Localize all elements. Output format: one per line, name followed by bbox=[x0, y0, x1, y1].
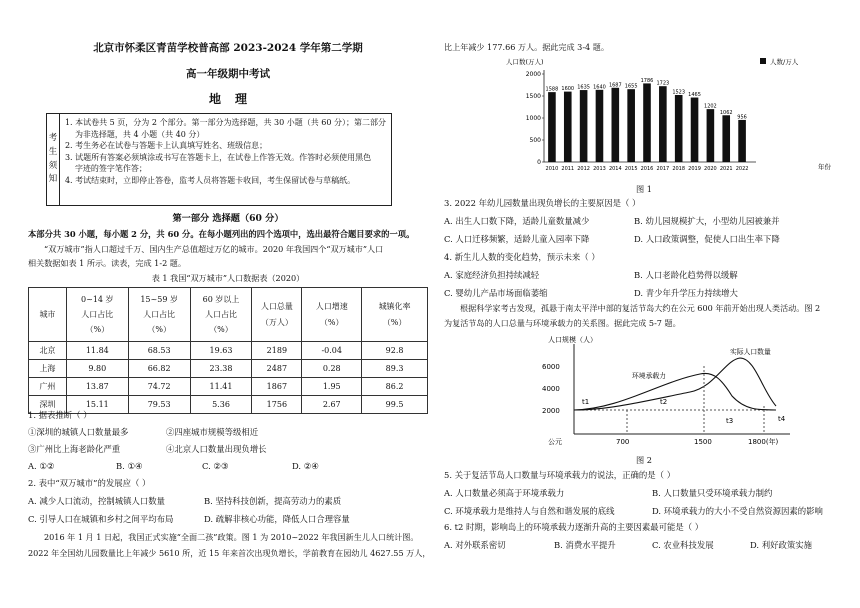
table-cell: 1756 bbox=[252, 396, 302, 414]
table-cell: 2487 bbox=[252, 360, 302, 378]
table-cell: 13.87 bbox=[66, 378, 128, 396]
question-1-option-d[interactable]: D. ②④ bbox=[292, 461, 319, 471]
bar-value-label: 1723 bbox=[656, 80, 670, 87]
table1-caption: 表 1 我国“双万城市”人口数据表（2020） bbox=[151, 273, 305, 283]
bar-2013 bbox=[596, 90, 604, 162]
fig2-label-actual: 实际人口数量 bbox=[730, 348, 771, 356]
question-6-stem: 6. t2 时期，影响岛上的环境承载力逐渐升高的主要因素最可能是（ ） bbox=[444, 522, 704, 532]
x-tick-label: 2014 bbox=[608, 166, 622, 172]
question-2-option-b[interactable]: B. 坚持科技创新，提高劳动力的素质 bbox=[204, 496, 342, 506]
table-cell: -0.04 bbox=[302, 342, 362, 360]
table-cell: 99.5 bbox=[362, 396, 428, 414]
fig2-label-t3: t3 bbox=[726, 417, 734, 425]
table-cell: 2.67 bbox=[302, 396, 362, 414]
table-cell: 上海 bbox=[29, 360, 67, 378]
bar-2011 bbox=[564, 92, 572, 162]
question-2-option-a[interactable]: A. 减少人口流动，控制城镇人口数量 bbox=[28, 496, 165, 506]
fig2-x-tick: 1800(年) bbox=[748, 438, 779, 446]
question-6-option-d[interactable]: D. 利好政策实施 bbox=[750, 540, 812, 550]
fig2-x-tick: 1500 bbox=[694, 438, 712, 446]
question-3-stem: 3. 2022 年幼儿园数量出现负增长的主要原因是（ ） bbox=[444, 198, 641, 208]
header-age0-14: 0~14 岁 人口占比 （%） bbox=[81, 294, 114, 335]
figure-1-caption: 图 1 bbox=[636, 184, 652, 194]
passage2-line: 比上年减少 177.66 万人。据此完成 3-4 题。 bbox=[444, 42, 609, 52]
bar-2021 bbox=[722, 115, 730, 162]
table-header-row bbox=[29, 288, 428, 342]
table-cell: 5.36 bbox=[190, 396, 252, 414]
table-header-cell bbox=[66, 288, 128, 342]
x-tick-label: 2017 bbox=[656, 166, 670, 172]
y-tick-label: 1000 bbox=[525, 115, 541, 122]
bar-2015 bbox=[627, 89, 635, 162]
question-2-option-d[interactable]: D. 疏解非核心功能，降低人口合理容量 bbox=[204, 514, 350, 524]
x-tick-label: 2021 bbox=[719, 166, 733, 172]
question-1-option-c[interactable]: C. ②③ bbox=[202, 461, 229, 471]
exam-title: 北京市怀柔区青苗学校普高部 2023-2024 学年第二学期 bbox=[93, 42, 363, 54]
bar-value-label: 1655 bbox=[624, 83, 638, 90]
part1-instruction: 本部分共 30 小题，每小题 2 分，共 60 分。在每小题列出的四个选项中，选出最符合题目要求的一项。 bbox=[28, 229, 415, 239]
passage3-line: 根据科学家考古发现，孤悬于南太平洋中部的复活节岛大约在公元 600 年前开始出现人类活动。图 2 bbox=[460, 303, 821, 313]
notice-item: 为非选择题，共 4 小题（共 40 分） bbox=[74, 129, 205, 139]
question-5-stem: 5. 关于复活节岛人口数量与环境承载力的说法，正确的是（ ） bbox=[444, 470, 676, 480]
fig2-y-tick: 4000 bbox=[542, 385, 560, 393]
fig2-y-tick: 6000 bbox=[542, 363, 560, 371]
table-row bbox=[29, 378, 428, 396]
question-4-option-c[interactable]: C. 婴幼儿产品市场面临萎缩 bbox=[444, 288, 548, 298]
x-tick-label: 2016 bbox=[640, 166, 654, 172]
passage3-line: 为复活节岛的人口总量与环境承载力的关系图。据此完成 5-7 题。 bbox=[444, 318, 681, 328]
question-2-options-row bbox=[28, 495, 428, 508]
table-cell: 9.80 bbox=[66, 360, 128, 378]
question-5-options-row bbox=[444, 487, 844, 500]
bar-value-label: 1687 bbox=[608, 82, 622, 89]
bar-2019 bbox=[691, 98, 699, 162]
header-total: 人口总量 （万人） bbox=[260, 302, 293, 327]
notice-label bbox=[47, 114, 60, 205]
table-cell: 广州 bbox=[29, 378, 67, 396]
question-3-option-a[interactable]: A. 出生人口数下降，适龄儿童数量减少 bbox=[444, 216, 590, 226]
table-cell: 79.53 bbox=[128, 396, 190, 414]
population-table bbox=[28, 287, 428, 414]
table-cell: 11.84 bbox=[66, 342, 128, 360]
bar-2018 bbox=[675, 95, 683, 162]
fig2-actual-population-curve bbox=[574, 358, 776, 410]
fig2-y-tick: 2000 bbox=[542, 407, 560, 415]
question-1-options-row bbox=[28, 460, 428, 473]
question-6-options-row bbox=[444, 539, 844, 552]
bar-2012 bbox=[580, 90, 588, 162]
header-city: 城市 bbox=[39, 309, 56, 319]
table-cell: 66.82 bbox=[128, 360, 190, 378]
table-header-cell bbox=[29, 288, 67, 342]
table-cell: 89.3 bbox=[362, 360, 428, 378]
table-cell: 1.95 bbox=[302, 378, 362, 396]
question-4-option-b[interactable]: B. 人口老龄化趋势得以缓解 bbox=[634, 270, 738, 280]
x-tick-label: 2013 bbox=[593, 166, 606, 172]
legend-swatch bbox=[760, 58, 766, 64]
question-5-option-a[interactable]: A. 人口数量必须高于环境承载力 bbox=[444, 488, 565, 498]
question-3-option-b[interactable]: B. 幼儿园规模扩大，小型幼儿园被兼并 bbox=[634, 216, 780, 226]
question-4-option-a[interactable]: A. 家庭经济负担持续减轻 bbox=[444, 270, 540, 280]
fig2-label-t1: t1 bbox=[582, 398, 590, 406]
fig2-capacity-curve bbox=[574, 373, 776, 410]
table-header-cell bbox=[128, 288, 190, 342]
births-bar-chart bbox=[504, 56, 840, 192]
table-row bbox=[29, 360, 428, 378]
bar-2017 bbox=[659, 86, 667, 162]
table-cell: 19.63 bbox=[190, 342, 252, 360]
question-6-option-a[interactable]: A. 对外联系密切 bbox=[444, 540, 506, 550]
question-1-statement: ③广州比上海老龄化严重 bbox=[28, 444, 121, 454]
exam-subject: 地理 bbox=[208, 92, 261, 106]
notice-label-char: 生 bbox=[48, 146, 58, 157]
x-axis-ticks bbox=[546, 166, 749, 172]
y-tick-label: 1500 bbox=[525, 93, 541, 100]
question-4-stem: 4. 新生儿人数的变化趋势，预示未来（ ） bbox=[444, 252, 600, 262]
bar-2016 bbox=[643, 83, 651, 162]
header-urban: 城镇化率 （%） bbox=[378, 302, 411, 327]
x-tick-label: 2022 bbox=[735, 166, 749, 172]
bar-value-label: 1600 bbox=[561, 86, 575, 93]
question-3-options-row bbox=[444, 233, 844, 246]
notice-item: 3. 试题所有答案必须填涂或书写在答题卡上，在试卷上作答无效。作答时必须使用黑色 bbox=[64, 152, 372, 162]
question-5-option-d[interactable]: D. 环境承载力的大小不受自然资源因素的影响 bbox=[652, 506, 823, 516]
bar-value-label: 1588 bbox=[545, 86, 559, 93]
question-1-statements-row bbox=[28, 443, 428, 456]
question-3-options-row bbox=[444, 215, 844, 228]
bar-value-label: 1062 bbox=[719, 109, 733, 116]
population-capacity-chart bbox=[500, 330, 796, 454]
y-tick-label: 500 bbox=[529, 137, 541, 144]
question-1-statement: ①深圳的城镇人口数量最多 bbox=[28, 427, 129, 437]
question-1-statement: ④北京人口数量出现负增长 bbox=[166, 444, 267, 454]
bar-value-label: 956 bbox=[737, 114, 747, 121]
chart-y-axis-title: 人口数(万人) bbox=[506, 58, 544, 66]
x-tick-label: 2010 bbox=[545, 166, 559, 172]
x-tick-label: 2012 bbox=[577, 166, 590, 172]
notice-item: 4. 考试结束时，立即停止答卷，监考人员将答题卡收回，考生保留试卷与草稿纸。 bbox=[64, 175, 356, 185]
question-6-option-c[interactable]: C. 农业科技发展 bbox=[652, 540, 714, 550]
bar-value-label: 1465 bbox=[688, 92, 701, 99]
question-3-option-d[interactable]: D. 人口政策调整，促使人口出生率下降 bbox=[634, 234, 780, 244]
table-cell: 深圳 bbox=[29, 396, 67, 414]
passage1-line: 相关数据如表 1 所示。读表，完成 1-2 题。 bbox=[28, 258, 186, 268]
fig2-label-capacity: 环境承载力 bbox=[632, 372, 666, 380]
question-2-options-row bbox=[28, 513, 428, 526]
table-header-cell bbox=[252, 288, 302, 342]
table-cell: 68.53 bbox=[128, 342, 190, 360]
y-axis-ticks bbox=[526, 70, 756, 166]
table-cell: 92.8 bbox=[362, 342, 428, 360]
question-1-stem: 1. 据表推断（ ） bbox=[28, 410, 92, 420]
bar-value-label: 1635 bbox=[577, 84, 590, 91]
table-header-cell bbox=[362, 288, 428, 342]
bar-value-label: 1523 bbox=[672, 89, 686, 96]
notice-item: 1. 本试卷共 5 页，分为 2 个部分。第一部分为选择题，共 30 小题（共 60 分）；第二部分 bbox=[64, 118, 386, 127]
bar-value-label: 1786 bbox=[640, 77, 654, 84]
table-cell: 北京 bbox=[29, 342, 67, 360]
bar-2010 bbox=[548, 92, 556, 162]
fig2-label-t4: t4 bbox=[778, 415, 786, 423]
passage2-line: 2022 年全国幼儿园数量比上年减少 5610 所，近 15 年来首次出现负增长，学前教育在园幼儿 4627.55 万人， bbox=[28, 548, 431, 558]
table-cell: 0.28 bbox=[302, 360, 362, 378]
x-tick-label: 2020 bbox=[704, 166, 717, 172]
x-tick-label: 2011 bbox=[561, 166, 575, 172]
question-3-option-c[interactable]: C. 人口迁移频繁，适龄儿童入园率下降 bbox=[444, 234, 590, 244]
table-cell: 15.11 bbox=[66, 396, 128, 414]
header-age60: 60 岁以上 人口占比 （%） bbox=[202, 294, 240, 335]
question-2-stem: 2. 表中“双万城市”的发展应（ ） bbox=[28, 478, 151, 488]
fig2-label-t2: t2 bbox=[660, 398, 668, 406]
notice-items bbox=[60, 114, 391, 205]
question-2-option-c[interactable]: C. 引导人口在城镇和乡村之间平均布局 bbox=[28, 514, 174, 524]
passage2-line: 2016 年 1 月 1 日起，我国正式实施“全面二孩”政策。图 1 为 2010~2022 年我国新生儿人口统计图。 bbox=[44, 532, 419, 542]
x-tick-label: 2019 bbox=[688, 166, 701, 172]
question-5-option-b[interactable]: B. 人口数量只受环境承载力制约 bbox=[652, 488, 773, 498]
exam-grade-title: 高一年级期中考试 bbox=[186, 68, 270, 80]
table-cell: 11.41 bbox=[190, 378, 252, 396]
chart-x-axis-title: 年份 bbox=[818, 163, 831, 171]
figure-1-chart bbox=[504, 56, 840, 192]
notice-item: 2. 考生务必在试卷与答题卡上认真填写姓名、班级信息； bbox=[64, 141, 268, 151]
table-cell: 74.72 bbox=[128, 378, 190, 396]
exam-notice-box bbox=[46, 113, 392, 206]
table-cell: 1867 bbox=[252, 378, 302, 396]
question-4-option-d[interactable]: D. 青少年升学压力持续增大 bbox=[634, 288, 738, 298]
figure-2-caption: 图 2 bbox=[636, 455, 652, 465]
header-age15-59: 15~59 岁 人口占比 （%） bbox=[140, 294, 178, 335]
table-cell: 2189 bbox=[252, 342, 302, 360]
bar-2014 bbox=[612, 88, 620, 162]
question-4-options-row bbox=[444, 287, 844, 300]
table-cell: 86.2 bbox=[362, 378, 428, 396]
notice-item: 字迹的签字笔作答； bbox=[74, 164, 147, 174]
passage1-line: “双万城市”指人口超过千万、国内生产总值超过万亿的城市。2020 年我国四个“双万城市”人口 bbox=[44, 244, 384, 254]
fig2-y-axis-title: 人口规模（人） bbox=[548, 336, 597, 344]
y-tick-label: 2000 bbox=[525, 71, 541, 78]
fig2-x-origin-label: 公元 bbox=[548, 438, 562, 446]
table-header-cell bbox=[190, 288, 252, 342]
question-1-option-a[interactable]: A. ①② bbox=[28, 461, 55, 471]
fig2-x-tick: 700 bbox=[616, 438, 630, 446]
notice-label-char: 须 bbox=[48, 160, 58, 171]
table-cell: 23.38 bbox=[190, 360, 252, 378]
bars-group bbox=[546, 78, 747, 162]
notice-label-char: 知 bbox=[48, 174, 58, 185]
question-5-option-c[interactable]: C. 环境承载力是维持人与自然和谐发展的底线 bbox=[444, 506, 615, 516]
question-5-options-row bbox=[444, 505, 844, 518]
bar-value-label: 1202 bbox=[704, 103, 717, 110]
x-tick-label: 2018 bbox=[672, 166, 686, 172]
table-header-cell bbox=[302, 288, 362, 342]
question-1-statements-row bbox=[28, 426, 428, 439]
header-growth: 人口增速 （%） bbox=[315, 302, 348, 327]
question-1-statement: ②四座城市规模等级相近 bbox=[166, 427, 259, 437]
x-tick-label: 2015 bbox=[624, 166, 638, 172]
question-1-option-b[interactable]: B. ①④ bbox=[116, 461, 143, 471]
y-tick-label: 0 bbox=[537, 159, 541, 166]
figure-2-diagram bbox=[500, 330, 796, 454]
bar-2022 bbox=[738, 120, 746, 162]
question-4-options-row bbox=[444, 269, 844, 282]
notice-label-char: 考 bbox=[48, 133, 58, 143]
bar-value-label: 1640 bbox=[593, 84, 606, 91]
question-6-option-b[interactable]: B. 消费水平提升 bbox=[554, 540, 616, 550]
bar-2020 bbox=[707, 109, 715, 162]
chart-legend-label: 人数/万人 bbox=[770, 58, 799, 66]
table-row bbox=[29, 342, 428, 360]
part1-title: 第一部分 选择题（60 分） bbox=[172, 213, 284, 224]
